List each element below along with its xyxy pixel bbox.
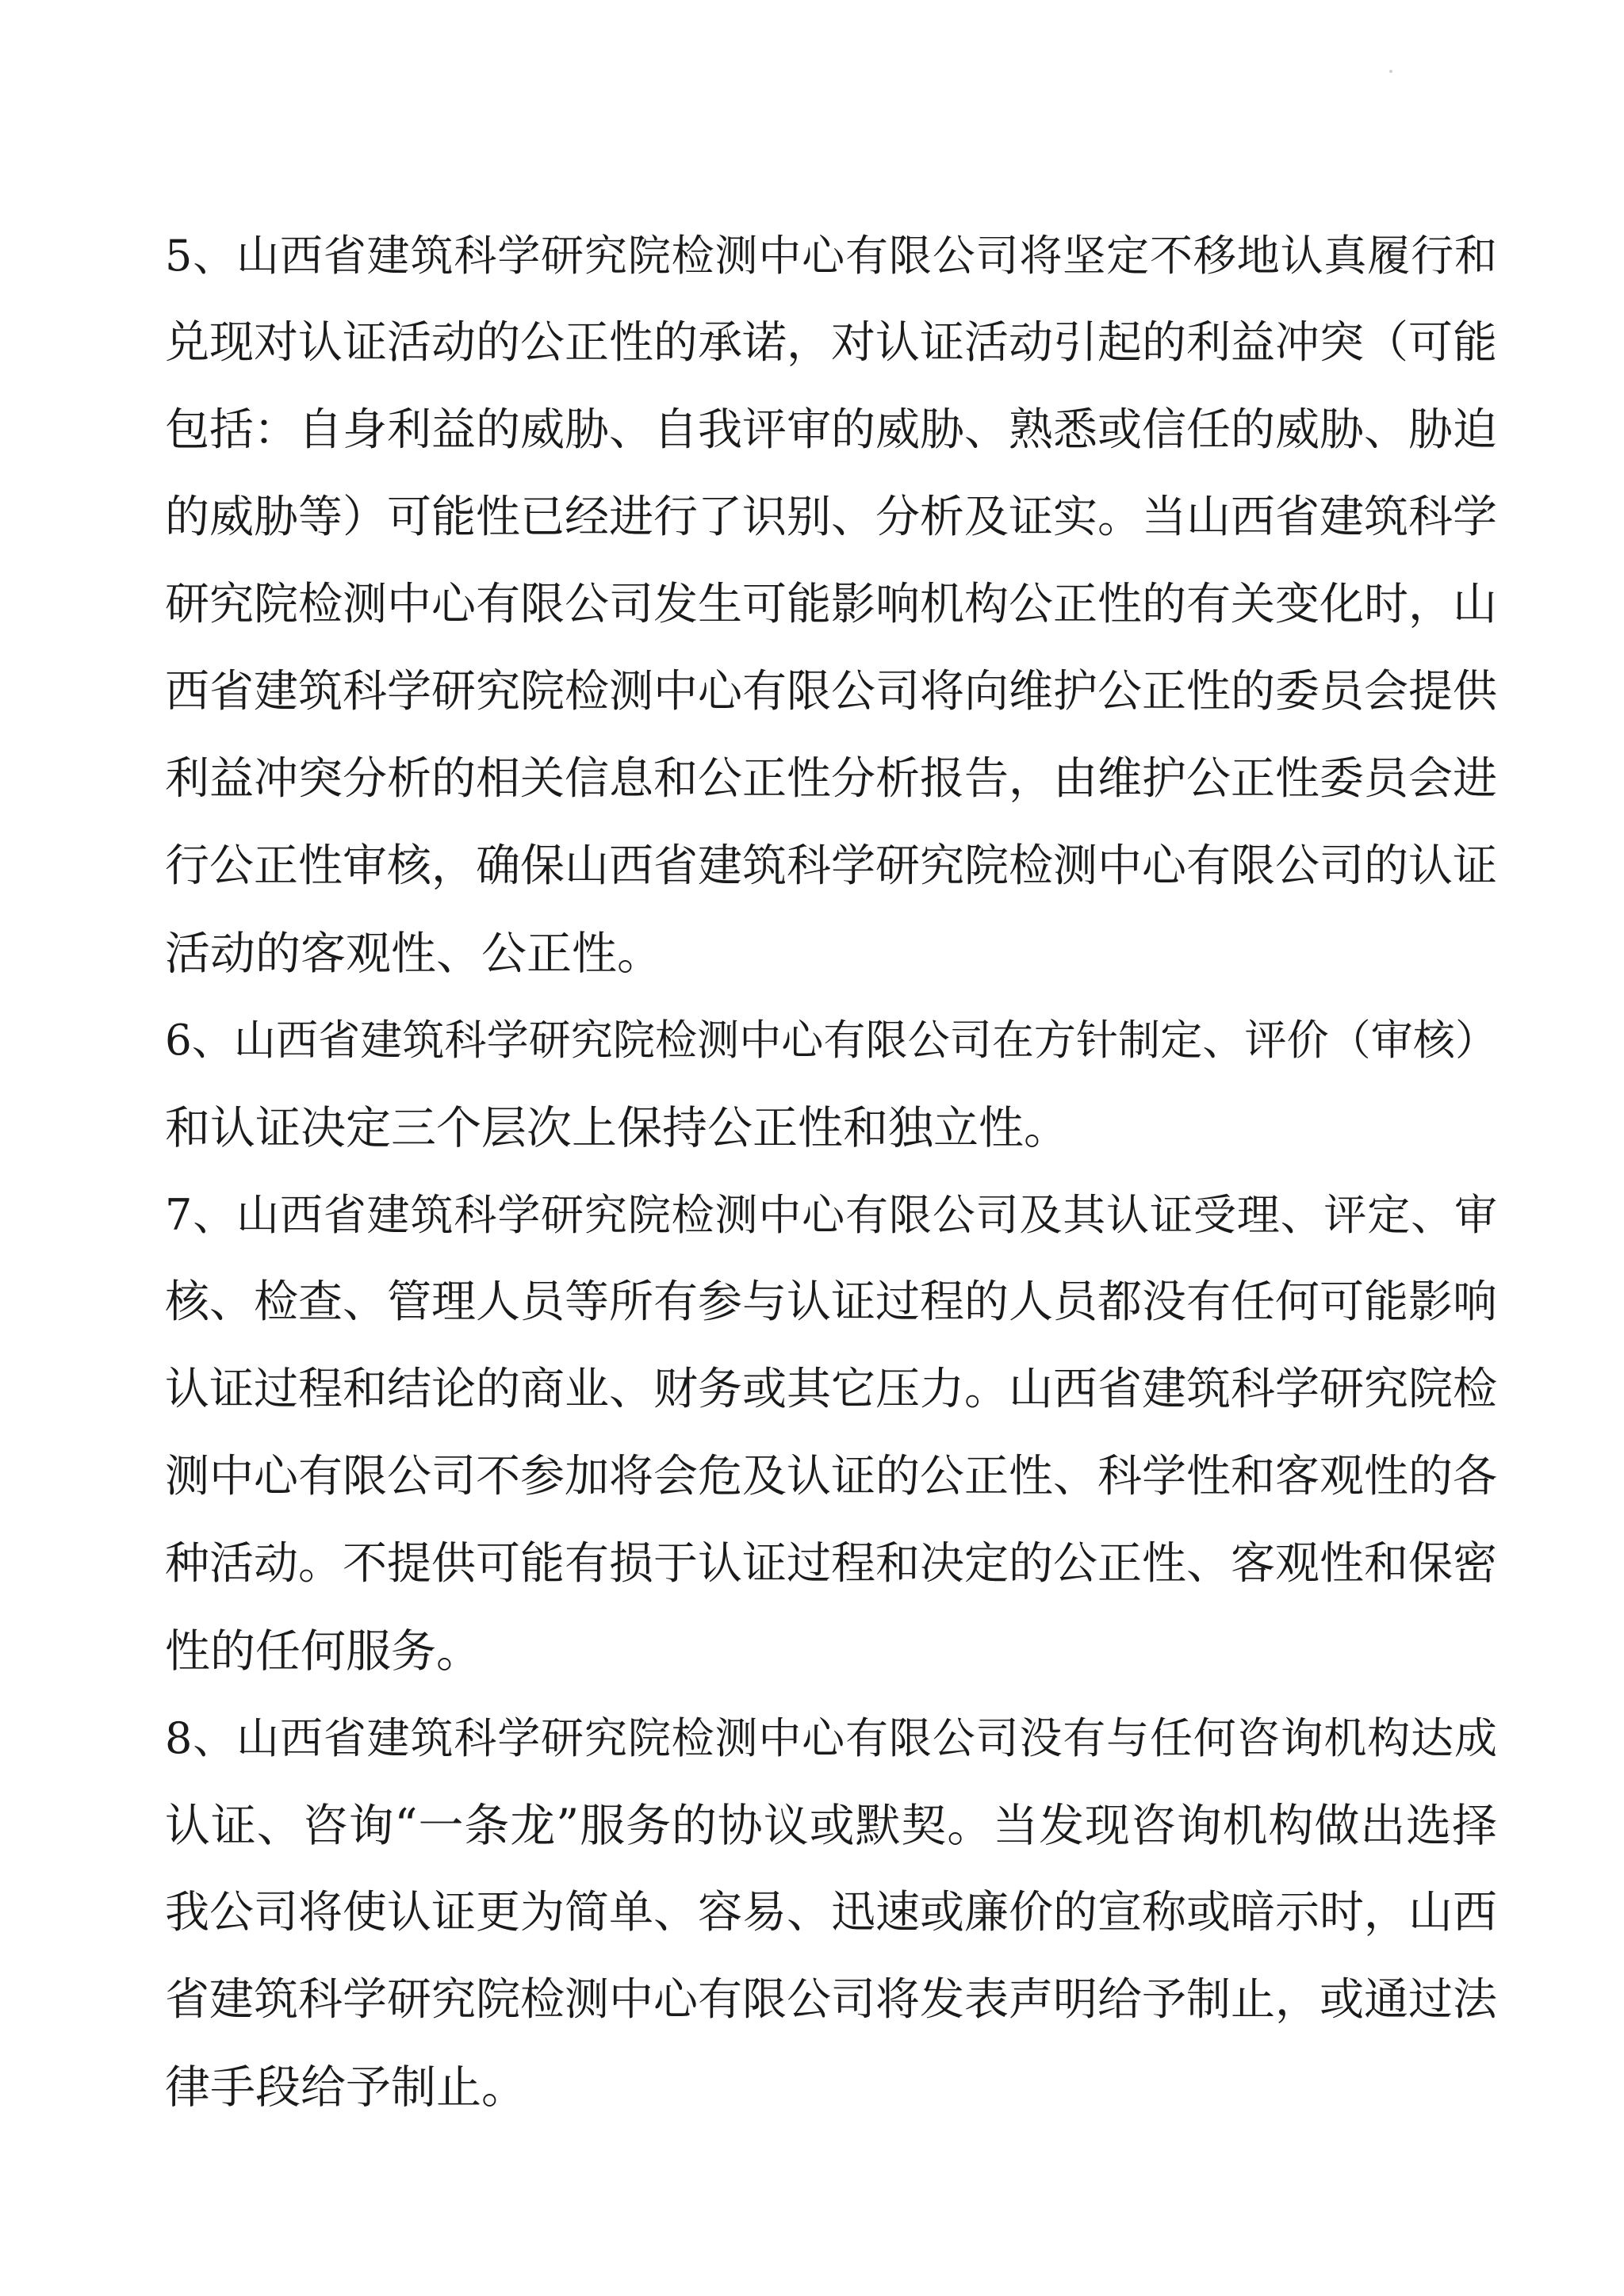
text-line-19: 认证、咨询“一条龙”服务的协议或默契。当发现咨询机构做出选择	[165, 1800, 1497, 1852]
text-line-20: 我公司将使认证更为简单、容易、迅速或廉价的宣称或暗示时，山西	[165, 1887, 1497, 1938]
text-line-9: 活动的客观性、公正性。	[165, 928, 662, 980]
text-line-4: 的威胁等）可能性已经进行了识别、分析及证实。当山西省建筑科学	[165, 492, 1497, 543]
text-line-15: 测中心有限公司不参加将会危及认证的公正性、科学性和客观性的各	[165, 1451, 1497, 1502]
text-line-18: 8、山西省建筑科学研究院检测中心有限公司没有与任何咨询机构达成	[165, 1713, 1497, 1763]
text-line-5: 研究院检测中心有限公司发生可能影响机构公正性的有关变化时，山	[165, 579, 1497, 630]
text-line-3: 包括：自身利益的威胁、自我评审的威胁、熟悉或信任的威胁、胁迫	[165, 404, 1497, 456]
text-line-14: 认证过程和结论的商业、财务或其它压力。山西省建筑科学研究院检	[165, 1364, 1497, 1415]
text-line-10: 6、山西省建筑科学研究院检测中心有限公司在方针制定、评价（审核）	[165, 1016, 1497, 1065]
text-line-1: 5、山西省建筑科学研究院检测中心有限公司将坚定不移地认真履行和	[165, 231, 1497, 281]
text-line-17: 性的任何服务。	[165, 1625, 481, 1678]
text-line-8: 行公正性审核，确保山西省建筑科学研究院检测中心有限公司的认证	[165, 840, 1497, 892]
text-line-21: 省建筑科学研究院检测中心有限公司将发表声明给予制止，或通过法	[165, 1974, 1497, 2026]
text-line-6: 西省建筑科学研究院检测中心有限公司将向维护公正性的委员会提供	[165, 666, 1497, 718]
text-line-13: 核、检查、管理人员等所有参与认证过程的人员都没有任何可能影响	[165, 1276, 1497, 1328]
text-line-2: 兑现对认证活动的公正性的承诺，对认证活动引起的利益冲突（可能	[165, 317, 1497, 369]
text-line-12: 7、山西省建筑科学研究院检测中心有限公司及其认证受理、评定、审	[165, 1190, 1497, 1240]
text-line-11: 和认证决定三个层次上保持公正性和独立性。	[165, 1102, 1069, 1154]
text-line-7: 利益冲突分析的相关信息和公正性分析报告，由维护公正性委员会进	[165, 753, 1497, 805]
text-line-16: 种活动。不提供可能有损于认证过程和决定的公正性、客观性和保密	[165, 1538, 1497, 1590]
text-line-22: 律手段给予制止。	[165, 2061, 527, 2114]
scan-speck	[1389, 70, 1392, 73]
